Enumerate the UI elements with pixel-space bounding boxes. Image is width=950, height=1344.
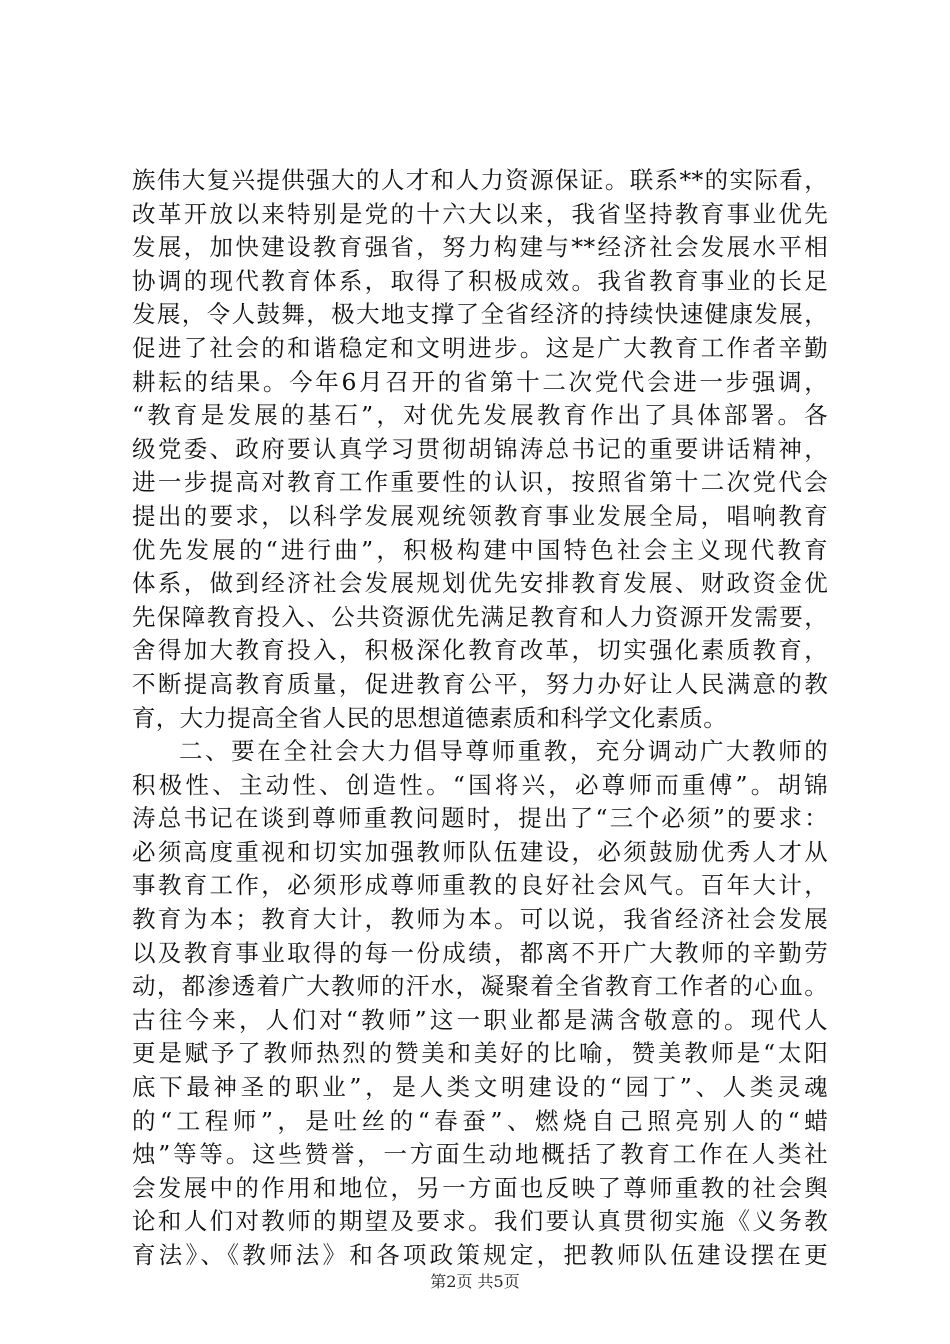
text-line: 以及教育事业取得的每一份成绩，都离不开广大教师的辛勤劳 bbox=[132, 938, 828, 967]
text-line: 底下最神圣的职业”，是人类文明建设的“园丁”、人类灵魂 bbox=[132, 1073, 828, 1102]
text-line: 族伟大复兴提供强大的人才和人力资源保证。联系**的实际看， bbox=[132, 166, 828, 194]
text-line: 积极性、主动性、创造性。“国将兴，必尊师而重傅”。胡锦 bbox=[132, 770, 828, 799]
text-line: 更是赋予了教师热烈的赞美和美好的比喻，赞美教师是“太阳 bbox=[132, 1039, 828, 1068]
text-line: 事教育工作，必须形成尊师重教的良好社会风气。百年大计， bbox=[132, 871, 828, 900]
text-line: 提出的要求，以科学发展观统领教育事业发展全局，唱响教育 bbox=[132, 501, 828, 530]
text-line: 会发展中的作用和地位，另一方面也反映了尊师重教的社会舆 bbox=[132, 1173, 828, 1202]
text-line: 育法》、《教师法》和各项政策规定，把教师队伍建设摆在更 bbox=[132, 1241, 828, 1269]
text-line: 不断提高教育质量，促进教育公平，努力办好让人民满意的教 bbox=[132, 669, 828, 698]
text-line: 进一步提高对教育工作重要性的认识，按照省第十二次党代会 bbox=[132, 468, 828, 497]
text-line: 发展，令人鼓舞，极大地支撑了全省经济的持续快速健康发展， bbox=[132, 300, 828, 329]
text-line: 古往今来，人们对“教师”这一职业都是满含敬意的。现代人 bbox=[132, 1005, 828, 1034]
paragraph-1 bbox=[132, 164, 828, 735]
text-line: 动，都渗透着广大教师的汗水，凝聚着全省教育工作者的心血。 bbox=[132, 972, 828, 1001]
text-line: 优先发展的“进行曲”，积极构建中国特色社会主义现代教育 bbox=[132, 535, 828, 564]
text-line: 涛总书记在谈到尊师重教问题时，提出了“三个必须”的要求： bbox=[132, 804, 828, 833]
page-footer: 第2页 共5页 bbox=[430, 1272, 520, 1291]
text-line: 协调的现代教育体系，取得了积极成效。我省教育事业的长足 bbox=[132, 266, 828, 295]
text-line: 的“工程师”，是吐丝的“春蚕”、燃烧自己照亮别人的“蜡 bbox=[132, 1106, 828, 1135]
text-line: 耕耘的结果。今年6月召开的省第十二次党代会进一步强调， bbox=[132, 367, 828, 396]
text-line: 先保障教育投入、公共资源优先满足教育和人力资源开发需要， bbox=[132, 602, 828, 631]
text-line: 论和人们对教师的期望及要求。我们要认真贯彻实施《义务教 bbox=[132, 1207, 828, 1236]
text-line: 体系，做到经济社会发展规划优先安排教育发展、财政资金优 bbox=[132, 569, 828, 598]
text-line: 改革开放以来特别是党的十六大以来，我省坚持教育事业优先 bbox=[132, 199, 828, 228]
paragraph-2 bbox=[132, 735, 828, 1273]
text-line: 育，大力提高全省人民的思想道德素质和科学文化素质。 bbox=[132, 703, 727, 732]
text-line: 促进了社会的和谐稳定和文明进步。这是广大教育工作者辛勤 bbox=[132, 333, 828, 362]
text-line: 发展，加快建设教育强省，努力构建与**经济社会发展水平相 bbox=[132, 233, 828, 262]
body-text bbox=[132, 164, 828, 1273]
text-line: 烛”等等。这些赞誉，一方面生动地概括了教育工作在人类社 bbox=[132, 1140, 828, 1169]
text-line: 舍得加大教育投入，积极深化教育改革，切实强化素质教育， bbox=[132, 636, 828, 665]
text-line: 必须高度重视和切实加强教师队伍建设，必须鼓励优秀人才从 bbox=[132, 837, 828, 866]
text-line: 级党委、政府要认真学习贯彻胡锦涛总书记的重要讲话精神， bbox=[132, 434, 828, 463]
text-line: 教育为本；教育大计，教师为本。可以说，我省经济社会发展 bbox=[132, 905, 828, 934]
text-line: “教育是发展的基石”，对优先发展教育作出了具体部署。各 bbox=[132, 401, 828, 430]
text-line: 二、要在全社会大力倡导尊师重教，充分调动广大教师的 bbox=[179, 737, 828, 766]
